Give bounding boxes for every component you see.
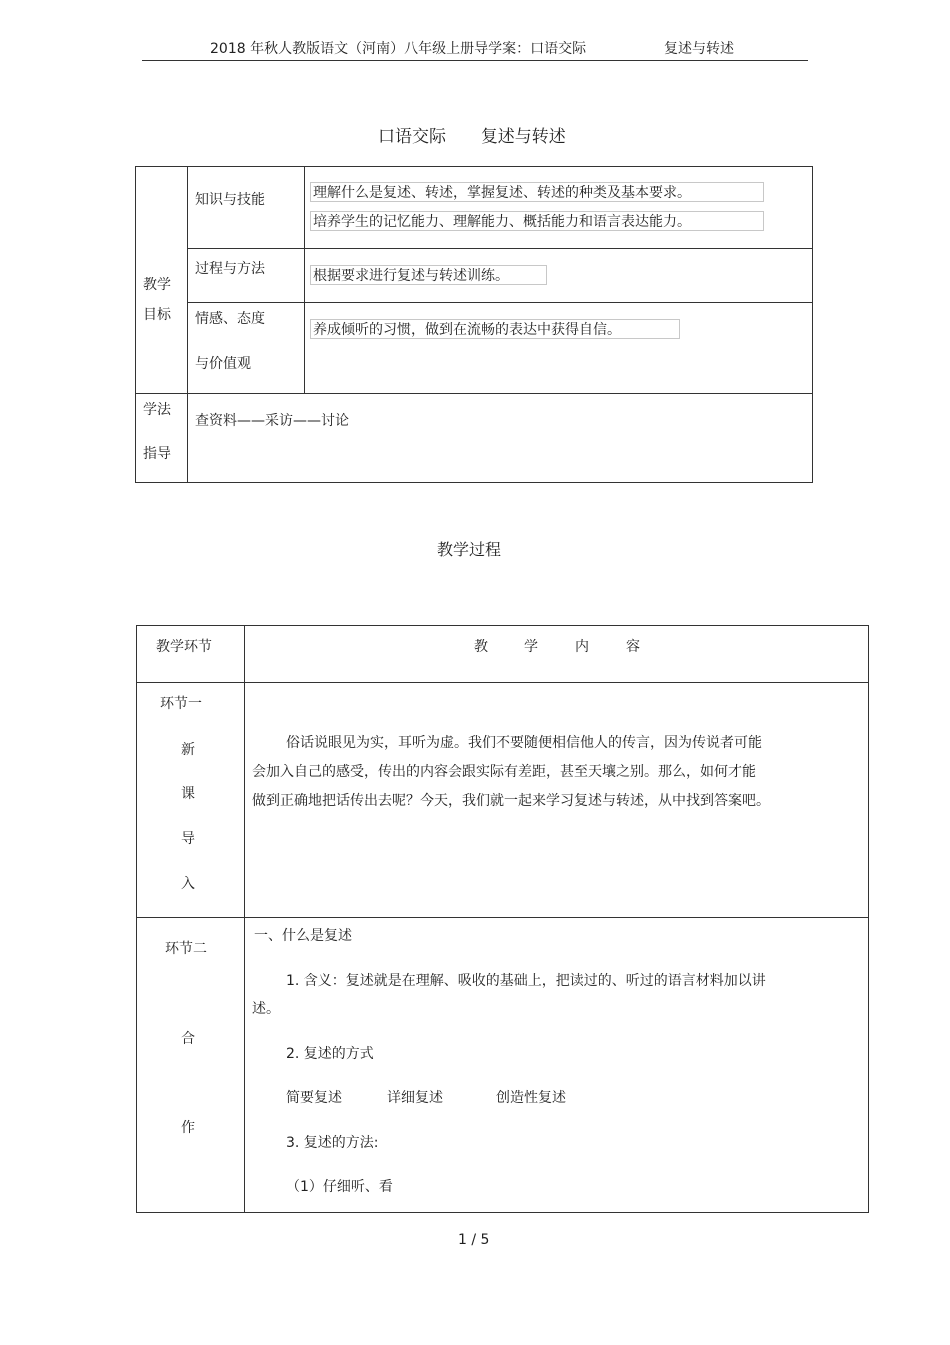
step1-text-line-2: 会加入自己的感受，传出的内容会跟实际有差距，甚至天壤之别。那么，如何才能 — [252, 764, 756, 780]
head-col2-char-1: 教 — [474, 639, 488, 655]
step2-methods-title: 3. 复述的方法: — [286, 1135, 379, 1151]
section-title: 教学过程 — [437, 540, 502, 559]
process-item: 根据要求进行复述与转述训练。 — [310, 265, 547, 285]
knowledge-label: 知识与技能 — [195, 192, 265, 208]
head-col2-char-3: 内 — [575, 639, 589, 655]
step2-ways-title: 2. 复述的方式 — [286, 1046, 374, 1062]
goals-row-label-2: 目标 — [143, 307, 171, 323]
step2-way-3: 创造性复述 — [496, 1090, 566, 1106]
step2-heading: 一、什么是复述 — [254, 928, 352, 944]
knowledge-item-1: 理解什么是复述、转述，掌握复述、转述的种类及基本要求。 — [310, 182, 764, 202]
step1-name-char-4: 入 — [181, 876, 195, 892]
title-part1: 口语交际 — [378, 127, 446, 147]
process-label: 过程与方法 — [195, 261, 265, 277]
header-left-text: 2018 年秋人教版语文（河南）八年级上册导学案：口语交际 — [210, 41, 587, 57]
method-label-2: 指导 — [143, 446, 171, 462]
header-right-text: 复述与转述 — [664, 41, 734, 57]
emotion-item: 养成倾听的习惯，做到在流畅的表达中获得自信。 — [310, 319, 680, 339]
step2-way-1: 简要复述 — [286, 1090, 342, 1106]
method-content: 查资料——采访——讨论 — [195, 413, 349, 429]
page-title — [378, 122, 566, 147]
head-col1: 教学环节 — [156, 639, 212, 655]
page-header — [142, 36, 808, 61]
step2-method-1: （1）仔细听、看 — [286, 1179, 393, 1195]
step2-definition-line-2: 述。 — [252, 1001, 280, 1017]
step1-label: 环节一 — [160, 696, 202, 712]
step2-definition-line-1: 1. 含义：复述就是在理解、吸收的基础上，把读过的、听过的语言材料加以讲 — [286, 973, 766, 989]
head-col2-char-2: 学 — [524, 639, 538, 655]
step1-name-char-2: 课 — [181, 786, 195, 802]
knowledge-item-2: 培养学生的记忆能力、理解能力、概括能力和语言表达能力。 — [310, 211, 764, 231]
step2-name-char-2: 作 — [181, 1120, 195, 1136]
step2-way-2: 详细复述 — [387, 1090, 443, 1106]
head-col2-char-4: 容 — [626, 639, 640, 655]
method-label-1: 学法 — [143, 402, 171, 418]
step2-name-char-1: 合 — [181, 1031, 195, 1047]
step1-text-line-1: 俗话说眼见为实，耳听为虚。我们不要随便相信他人的传言，因为传说者可能 — [286, 735, 762, 751]
goals-row-label-1: 教学 — [143, 277, 171, 293]
title-part2: 复述与转述 — [480, 127, 566, 147]
step1-name-char-1: 新 — [181, 742, 195, 758]
page-number: 1 / 5 — [458, 1232, 490, 1248]
step1-text-line-3: 做到正确地把话传出去呢？今天，我们就一起来学习复述与转述，从中找到答案吧。 — [252, 793, 770, 809]
step1-name-char-3: 导 — [181, 831, 195, 847]
emotion-label-2: 与价值观 — [195, 356, 251, 372]
emotion-label-1: 情感、态度 — [195, 311, 265, 327]
step2-label: 环节二 — [165, 941, 207, 957]
